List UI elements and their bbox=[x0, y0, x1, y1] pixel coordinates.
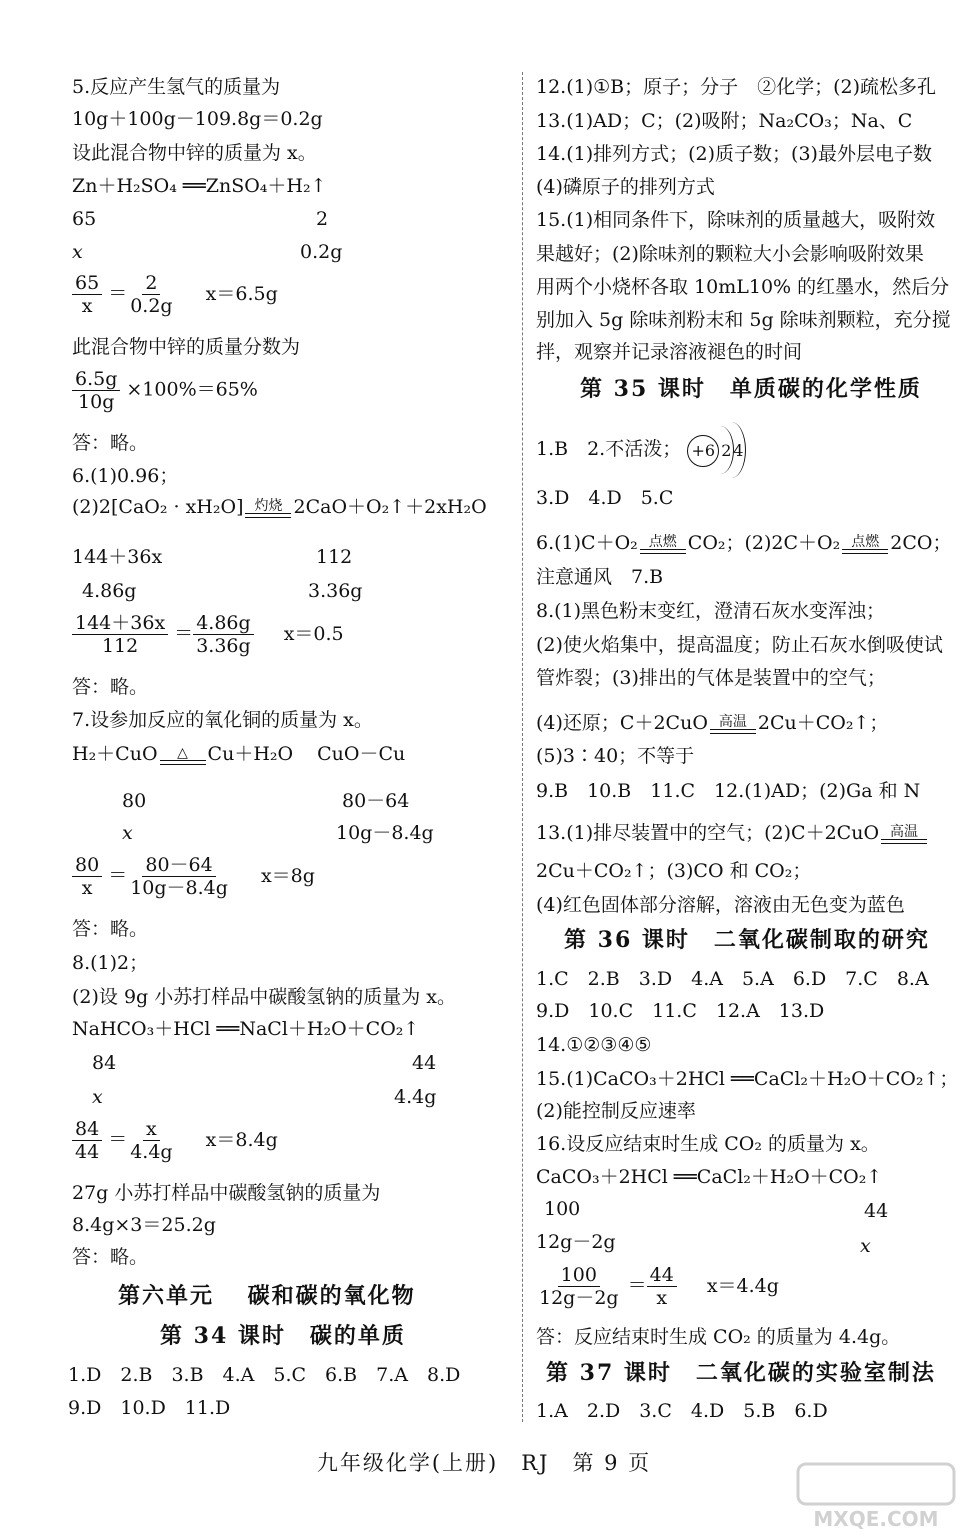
fraction-line bbox=[72, 368, 258, 413]
ratio-value: 44 bbox=[412, 1052, 437, 1074]
ratio-value: 44 bbox=[864, 1200, 889, 1222]
fraction: $\frac{2}{0.2g}$ bbox=[130, 272, 173, 317]
answer-list: 14.①②③④⑤ bbox=[536, 1034, 652, 1056]
text-line: 果越好；(2)除味剂的颗粒大小会影响吸附效果 bbox=[536, 243, 924, 265]
reaction-arrow: △ bbox=[160, 746, 206, 765]
ratio-value: 3.36g bbox=[308, 580, 363, 602]
reaction-arrow: 点燃 bbox=[842, 535, 888, 554]
column-divider bbox=[522, 72, 523, 1422]
text-line: 2Cu＋CO₂↑；(3)CO 和 CO₂； bbox=[536, 860, 812, 882]
answer: 答：反应结束时生成 CO₂ 的质量为 4.4g。 bbox=[536, 1326, 901, 1348]
fraction: $\frac{44}{x}$ bbox=[647, 1264, 677, 1309]
answer-list: 1.D 2.B 3.B 4.A 5.C 6.B 7.A 8.D bbox=[68, 1364, 461, 1386]
fraction-line: $\frac{80}{x}$ ＝ $\frac{80-64}{10g-8.4g}$ x＝8g bbox=[72, 854, 315, 899]
ratio-value: 144＋36x bbox=[72, 546, 163, 568]
unit-heading: 第六单元 碳和碳的氧化物 bbox=[118, 1283, 416, 1309]
text-line: 6.(1)0.96； bbox=[72, 465, 179, 487]
fraction: $\frac{100}{12g-2g}$ bbox=[539, 1264, 619, 1309]
ratio-value: 65 bbox=[72, 208, 97, 230]
equation: 13.(1)排尽装置中的空气；(2)C＋2CuO 高温 bbox=[536, 822, 929, 844]
answer-list: 3.D 4.D 5.C bbox=[536, 487, 674, 509]
equation: (4)还原；C＋2CuO 高温 2Cu＋CO₂↑； bbox=[536, 712, 889, 734]
ratio-value: x bbox=[72, 241, 83, 263]
ratio-value: x bbox=[92, 1086, 103, 1108]
fraction: $\frac{4.86g}{3.36g}$ bbox=[193, 612, 253, 657]
text-line: 注意通风 7.B bbox=[536, 566, 664, 588]
fraction: $\frac{80}{x}$ bbox=[72, 854, 102, 899]
lesson-heading: 第 36 课时 二氧化碳制取的研究 bbox=[564, 927, 930, 953]
ratio-value: 12g－2g bbox=[536, 1231, 616, 1253]
text-line: (4)磷原子的排列方式 bbox=[536, 176, 715, 198]
ratio-value: x bbox=[122, 822, 133, 844]
equation: CaCO₃＋2HCl ══CaCl₂＋H₂O＋CO₂↑ bbox=[536, 1166, 883, 1188]
svg-text:MXQE.COM: MXQE.COM bbox=[813, 1507, 939, 1531]
text-line: (2)使火焰集中，提高温度；防止石灰水倒吸使试 bbox=[536, 634, 943, 656]
text-line: 13.(1)AD；C；(2)吸附；Na₂CO₃；Na、C bbox=[536, 110, 913, 132]
text-line: 12.(1)①B；原子；分子 ②化学；(2)疏松多孔 bbox=[536, 76, 937, 98]
reaction-arrow: 高温 bbox=[710, 715, 756, 734]
ratio-value: 0.2g bbox=[300, 241, 343, 263]
reaction-arrow: 灼烧 bbox=[245, 499, 291, 518]
equation: 6.(1)C＋O₂ 点燃 CO₂；(2)2C＋O₂ 点燃 2CO； bbox=[536, 532, 952, 554]
text-line: (2)设 9g 小苏打样品中碳酸氢钠的质量为 x。 bbox=[72, 986, 456, 1008]
ratio-value: 100 bbox=[544, 1198, 581, 1220]
ratio-value: 2 bbox=[316, 208, 329, 230]
page-footer: 九年级化学(上册) RJ 第 9 页 bbox=[316, 1451, 652, 1475]
ratio-value: 80 bbox=[122, 790, 147, 812]
answer: 答：略。 bbox=[72, 1246, 149, 1268]
ratio-value: 4.86g bbox=[82, 580, 137, 602]
fraction: $\frac{6.5g}{10g}$ bbox=[72, 368, 120, 413]
text-line: 拌，观察并记录溶液褪色的时间 bbox=[536, 341, 803, 363]
watermark-logo bbox=[796, 1462, 956, 1532]
equation: H₂＋CuO △ Cu＋H₂O CuO－Cu bbox=[72, 743, 406, 765]
text-line: 5.反应产生氢气的质量为 bbox=[72, 76, 281, 98]
answer: 答：略。 bbox=[72, 918, 149, 940]
text-line: 8.(1)黑色粉末变红，澄清石灰水变浑浊； bbox=[536, 600, 886, 622]
ratio-value: 84 bbox=[92, 1052, 117, 1074]
reaction-arrow: 点燃 bbox=[640, 535, 686, 554]
answer-list: 1.A 2.D 3.C 4.D 5.B 6.D bbox=[536, 1400, 828, 1422]
fraction: $\frac{144+36x}{112}$ bbox=[72, 612, 168, 657]
text-line: 此混合物中锌的质量分数为 bbox=[72, 336, 301, 358]
text-line: 用两个小烧杯各取 10mL10% 的红墨水，然后分 bbox=[536, 276, 950, 298]
ratio-value: x bbox=[860, 1235, 871, 1257]
lesson-heading: 第 37 课时 二氧化碳的实验室制法 bbox=[546, 1360, 936, 1386]
fraction-line: $\frac{65}{x}$ ＝ $\frac{2}{0.2g}$ x＝6.5g bbox=[72, 272, 278, 317]
fraction-line: $\frac{84}{44}$ ＝ $\frac{x}{4.4g}$ x＝8.4g bbox=[72, 1118, 278, 1163]
lesson-heading: 第 34 课时 碳的单质 bbox=[160, 1323, 406, 1349]
ratio-value: 80－64 bbox=[342, 790, 410, 812]
reaction-arrow: 高温 bbox=[881, 825, 927, 844]
text-line: 9.B 10.B 11.C 12.(1)AD；(2)Ga 和 N bbox=[536, 780, 921, 802]
text-line: 15.(1)相同条件下，除味剂的质量越大，吸附效 bbox=[536, 209, 936, 231]
result: x＝4.4g bbox=[706, 1274, 779, 1297]
text-line: 8.4g×3＝25.2g bbox=[72, 1214, 216, 1236]
answer-list: 9.D 10.D 11.D bbox=[68, 1397, 231, 1419]
text-line: (5)3∶40；不等于 bbox=[536, 745, 695, 767]
answer-list: 1.B 2.不活泼； +6 2 4 bbox=[536, 432, 747, 468]
text-line: 别加入 5g 除味剂粉末和 5g 除味剂颗粒，充分搅 bbox=[536, 309, 951, 331]
fraction: $\frac{65}{x}$ bbox=[72, 272, 102, 317]
ratio-value: 112 bbox=[316, 546, 353, 568]
text-line: 16.设反应结束时生成 CO₂ 的质量为 x。 bbox=[536, 1133, 880, 1155]
text-line: 27g 小苏打样品中碳酸氢钠的质量为 bbox=[72, 1182, 381, 1204]
result: x＝6.5g bbox=[205, 282, 278, 305]
equation: (2)2[CaO₂ · xH₂O] 灼烧 2CaO＋O₂↑＋2xH₂O bbox=[72, 496, 487, 518]
answer-list: 9.D 10.C 11.C 12.A 13.D bbox=[536, 1000, 825, 1022]
ratio-value: 10g－8.4g bbox=[336, 822, 434, 844]
equation: Zn＋H₂SO₄ ══ZnSO₄＋H₂↑ bbox=[72, 175, 327, 197]
answer: 答：略。 bbox=[72, 432, 149, 454]
result: ×100%＝65% bbox=[126, 378, 258, 401]
text-line: 10g＋100g－109.8g＝0.2g bbox=[72, 108, 323, 130]
text-line: 8.(1)2； bbox=[72, 952, 149, 974]
ratio-value: 4.4g bbox=[394, 1086, 437, 1108]
fraction-line: $\frac{144+36x}{112}$ ＝ $\frac{4.86g}{3.36g}$ x＝0.5 bbox=[72, 612, 344, 657]
text-line: 管炸裂；(3)排出的气体是装置中的空气； bbox=[536, 667, 886, 689]
fraction: $\frac{x}{4.4g}$ bbox=[130, 1118, 173, 1163]
fraction: $\frac{84}{44}$ bbox=[72, 1118, 102, 1163]
result: x＝8.4g bbox=[205, 1128, 278, 1151]
text-line: 14.(1)排列方式；(2)质子数；(3)最外层电子数 bbox=[536, 143, 932, 165]
result: x＝8g bbox=[260, 864, 315, 887]
text-line: 7.设参加反应的氧化铜的质量为 x。 bbox=[72, 709, 373, 731]
fraction: $\frac{80-64}{10g-8.4g}$ bbox=[130, 854, 228, 899]
result: x＝0.5 bbox=[283, 622, 344, 645]
text-line: 设此混合物中锌的质量为 x。 bbox=[72, 142, 317, 164]
equation: 15.(1)CaCO₃＋2HCl ══CaCl₂＋H₂O＋CO₂↑； bbox=[536, 1068, 959, 1090]
answer: 答：略。 bbox=[72, 676, 149, 698]
text-line: (2)能控制反应速率 bbox=[536, 1100, 696, 1122]
lesson-heading: 第 35 课时 单质碳的化学性质 bbox=[580, 376, 922, 402]
answer-list: 1.C 2.B 3.D 4.A 5.A 6.D 7.C 8.A bbox=[536, 968, 929, 990]
fraction-line: $\frac{100}{12g-2g}$ ＝ $\frac{44}{x}$ x＝4.4g bbox=[536, 1264, 779, 1309]
equation: NaHCO₃＋HCl ══NaCl＋H₂O＋CO₂↑ bbox=[72, 1018, 420, 1040]
carbon-atom-structure-icon: +6 2 4 bbox=[687, 432, 747, 468]
text-line: (4)红色固体部分溶解，溶液由无色变为蓝色 bbox=[536, 894, 905, 916]
